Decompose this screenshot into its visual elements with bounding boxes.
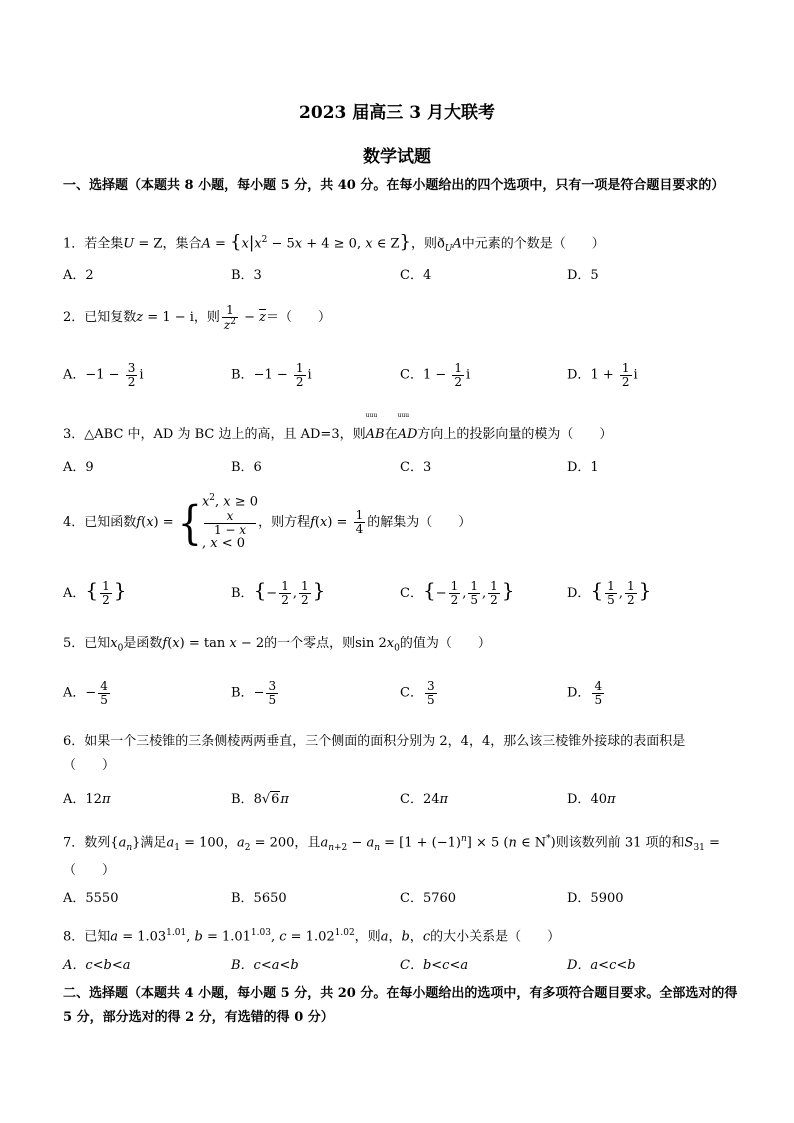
question-2-number: 2． (63, 310, 85, 326)
section-1-heading: 一、选择题（本题共 8 小题，每小题 5 分，共 40 分。在每小题给出的四个选项中，只有一项是符合题目要求的） (63, 178, 725, 193)
question-6: 6．如果一个三棱锥的三条侧棱两两垂直，三个侧面的面积分别为 2，4，4，那么该三棱锥外接球的表面积是 （ ） (63, 734, 686, 773)
q6-option-b: B．8√6π (231, 792, 289, 807)
question-8-number: 8． (63, 929, 85, 945)
q5-option-c: C． $\frac{3}{5}$ (400, 679, 435, 707)
subject-title: 数学试题 (363, 147, 431, 167)
q6-option-a: A．12π (63, 792, 111, 807)
q3-option-a: A．9 (63, 460, 94, 475)
question-3: 3．△ABC 中，AD 为 BC 边上的高，且 AD=3，则uuu AB在uuu AD方向上的投影向量的模为（ ） (63, 423, 743, 447)
q2-option-a: A．−1 − $\frac{3}{2}$ i (63, 361, 144, 389)
question-7-tail: （ ） (63, 863, 116, 878)
question-2: 2．已知复数z = 1 − i，则 $\frac{1}{z^2}$ − $\overline{z}=$（ ） (63, 303, 332, 332)
question-8: 8．已知$a = 1.03^{1.01}$, $b = 1.01^{1.03}$, $c = 1.02^{1.02}$，则a，b，c的大小关系是（ ） (63, 928, 561, 945)
q2-option-c: C．1 − $\frac{1}{2}$ i (400, 361, 471, 389)
q4-option-c: C．{− $\frac{1}{2}$ , $\frac{1}{5}$ , $\frac{1}{2}$ } (400, 578, 515, 607)
q5-option-d: D． $\frac{4}{5}$ (567, 679, 603, 707)
q8-option-c: C．b<c<a (400, 958, 469, 973)
q6-option-d: D．40π (567, 792, 616, 807)
question-4: 4．已知函数f(x) = { $x^2$, x ≥ 0 x 1 − x , x < 0 ，则方程f(x) = $\frac{1}{4}$ 的解集为（ ） (63, 493, 472, 552)
q1-option-c: C．4 (400, 268, 432, 283)
section-2-heading: 二、选择题（本题共 4 小题，每小题 5 分，共 20 分。在每小题给出的选项中，有多项符合题目要求。全部选对的得 5 分，部分选对的得 2 分，有选错的得 0 分） (63, 986, 738, 1025)
question-1: 1．若全集U = Z，集合$A = \{x|x^2 - 5x + 4 \ge 0$, x ∈ Z}，则$ð_UA$中元素的个数是（ ） (63, 231, 605, 254)
q7-option-a: A．5550 (63, 891, 119, 906)
q3-option-b: B．6 (231, 460, 262, 475)
q7-option-c: C．5760 (400, 891, 457, 906)
q2-option-d: D．1 + $\frac{1}{2}$ i (567, 361, 638, 389)
question-5: 5．已知$x_0$是函数f(x) = tan x − 2的一个零点，则$\sin 2x_0$的值为（ ） (63, 636, 491, 654)
q8-option-d: D．a<c<b (567, 958, 636, 973)
question-1-number: 1． (63, 236, 85, 252)
exam-title: 2023 届高三 3 月大联考 (299, 103, 495, 123)
q5-option-b: B．− $\frac{3}{5}$ (231, 679, 277, 707)
q3-option-c: C．3 (400, 460, 432, 475)
question-7-number: 7． (63, 835, 85, 851)
q7-option-d: D．5900 (567, 891, 624, 906)
q1-option-b: B．3 (231, 268, 262, 283)
q6-option-c: C．24π (400, 792, 449, 807)
q4-option-a: A．{ $\frac{1}{2}$ } (63, 578, 127, 607)
q1-option-a: A．2 (63, 268, 94, 283)
q5-option-a: A．− $\frac{4}{5}$ (63, 679, 108, 707)
q1-option-d: D．5 (567, 268, 599, 283)
question-4-number: 4． (63, 515, 85, 530)
q4-option-b: B．{− $\frac{1}{2}$ , $\frac{1}{2}$ } (231, 578, 326, 607)
q8-option-a: A．c<b<a (63, 958, 131, 973)
q8-option-b: B．c<a<b (231, 958, 299, 973)
question-3-number: 3． (63, 427, 85, 442)
q4-option-d: D．{ $\frac{1}{5}$ , $\frac{1}{2}$ } (567, 578, 652, 607)
question-6-number: 6． (63, 734, 85, 749)
q2-option-b: B．−1 − $\frac{1}{2}$ i (231, 361, 312, 389)
question-7: 7．数列$\{a_n\}$满足$a_1 = 100$，$a_2 = 200$，且$a_{n+2} - a_n = [1 + (-1)^n] \times 5$ (n ∈ N*)则该数列前 31 项的和$S_{31}$ = (63, 834, 720, 853)
question-5-number: 5． (63, 636, 85, 651)
q3-option-d: D．1 (567, 460, 599, 475)
q7-option-b: B．5650 (231, 891, 287, 906)
